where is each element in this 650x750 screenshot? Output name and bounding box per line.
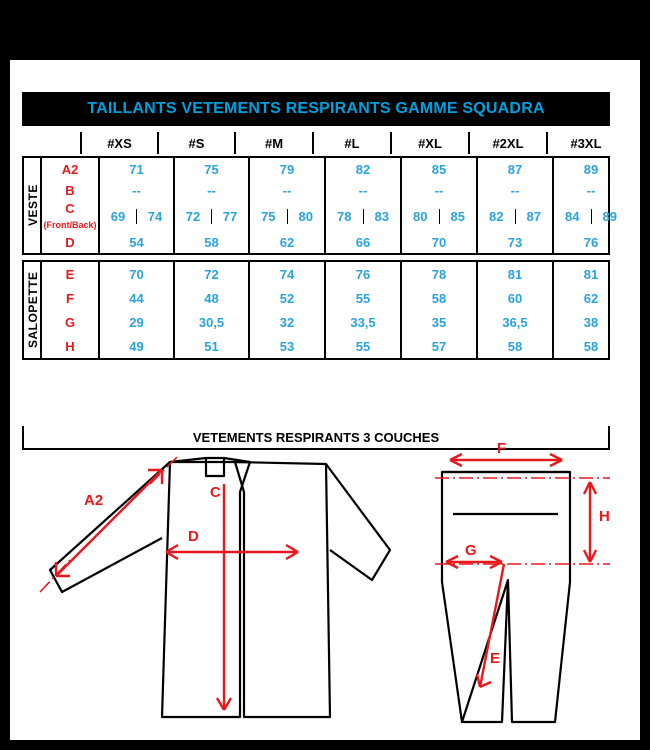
cell-value: 81: [553, 262, 628, 286]
dimension-label-c: C: [210, 484, 221, 501]
cell-value: 85: [401, 158, 477, 180]
cell-value: 33,5: [325, 310, 401, 334]
cell-value: 58: [174, 231, 249, 253]
cell-value: 81: [477, 262, 553, 286]
dimension-label-a2: A2: [84, 492, 104, 509]
size-header-cell: #3XL: [547, 132, 624, 154]
table-row: [24, 201, 628, 231]
row-label: D: [41, 231, 99, 253]
footer-text: VETEMENTS RESPIRANTS 3 COUCHES: [192, 429, 440, 445]
cell-value: 58: [477, 334, 553, 358]
page-title: TAILLANTS VETEMENTS RESPIRANTS GAMME SQUADRA: [87, 100, 545, 117]
row-label: A2: [41, 158, 99, 180]
cell-value: 58: [401, 286, 477, 310]
cell-value: 71: [99, 158, 174, 180]
cell-value-split: 72 77: [174, 201, 249, 231]
table-row: [24, 286, 628, 310]
cell-value: 49: [99, 334, 174, 358]
row-label: G: [41, 310, 99, 334]
cell-value: 70: [99, 262, 174, 286]
cell-value: 53: [249, 334, 325, 358]
cell-value: 58: [553, 334, 628, 358]
footer-band: [22, 426, 610, 450]
size-header-row: [22, 132, 624, 154]
cell-value-split: 80 85: [401, 201, 477, 231]
table-row: [24, 158, 628, 180]
cell-value: 82: [325, 158, 401, 180]
cell-value: 78: [401, 262, 477, 286]
cell-value-split: 82 87: [477, 201, 553, 231]
row-label-sub: (Front/Back): [43, 220, 97, 230]
cell-value: 62: [249, 231, 325, 253]
cell-value: 52: [249, 286, 325, 310]
document-title-bar: [22, 92, 610, 126]
cell-value: 48: [174, 286, 249, 310]
cell-value: 55: [325, 334, 401, 358]
section-label-veste: VESTE: [24, 158, 41, 253]
dimension-label-d: D: [188, 528, 199, 545]
cell-value: --: [99, 180, 174, 201]
cell-value: 66: [325, 231, 401, 253]
cell-value: --: [553, 180, 628, 201]
table-salopette: [22, 260, 610, 360]
size-header-cell: #S: [158, 132, 235, 154]
size-header-cell: #2XL: [469, 132, 547, 154]
cell-value: 54: [99, 231, 174, 253]
row-label: F: [41, 286, 99, 310]
cell-value: 72: [174, 262, 249, 286]
cell-value: 38: [553, 310, 628, 334]
size-header-cell: #M: [235, 132, 313, 154]
document-page: [10, 60, 640, 740]
dimension-label-g: G: [465, 542, 477, 559]
cell-value: 32: [249, 310, 325, 334]
row-label: E: [41, 262, 99, 286]
cell-value: 70: [401, 231, 477, 253]
table-row: [24, 334, 628, 358]
size-header-cell: #L: [313, 132, 391, 154]
cell-value-split: 78 83: [325, 201, 401, 231]
cell-value: --: [401, 180, 477, 201]
cell-value: --: [249, 180, 325, 201]
row-label: B: [41, 180, 99, 201]
row-label: C (Front/Back): [41, 201, 99, 231]
cell-value: 36,5: [477, 310, 553, 334]
section-label-salopette: SALOPETTE: [24, 262, 41, 358]
cell-value: 62: [553, 286, 628, 310]
dimension-label-h: H: [599, 508, 610, 525]
cell-value: 35: [401, 310, 477, 334]
size-header-cell: #XL: [391, 132, 469, 154]
cell-value: 74: [249, 262, 325, 286]
cell-value: 79: [249, 158, 325, 180]
cell-value: --: [325, 180, 401, 201]
table-row: [24, 180, 628, 201]
cell-value: 76: [553, 231, 628, 253]
cell-value: --: [477, 180, 553, 201]
cell-value: 60: [477, 286, 553, 310]
cell-value: 89: [553, 158, 628, 180]
cell-value: --: [174, 180, 249, 201]
cell-value-split: 75 80: [249, 201, 325, 231]
cell-value-split: 84 89: [553, 201, 628, 231]
cell-value: 75: [174, 158, 249, 180]
cell-value-split: 69 74: [99, 201, 174, 231]
cell-value: 57: [401, 334, 477, 358]
cell-value: 76: [325, 262, 401, 286]
cell-value: 51: [174, 334, 249, 358]
cell-value: 30,5: [174, 310, 249, 334]
cell-value: 87: [477, 158, 553, 180]
table-row: [24, 262, 628, 286]
dimension-label-f: F: [497, 440, 507, 457]
dimension-label-e: E: [490, 650, 501, 667]
garment-diagram-svg: [10, 452, 640, 740]
row-label: H: [41, 334, 99, 358]
table-row: [24, 231, 628, 253]
cell-value: 73: [477, 231, 553, 253]
size-header-cell: #XS: [81, 132, 158, 154]
diagram-area: [10, 440, 640, 740]
table-row: [24, 310, 628, 334]
cell-value: 29: [99, 310, 174, 334]
cell-value: 55: [325, 286, 401, 310]
table-veste: [22, 156, 617, 255]
cell-value: 44: [99, 286, 174, 310]
